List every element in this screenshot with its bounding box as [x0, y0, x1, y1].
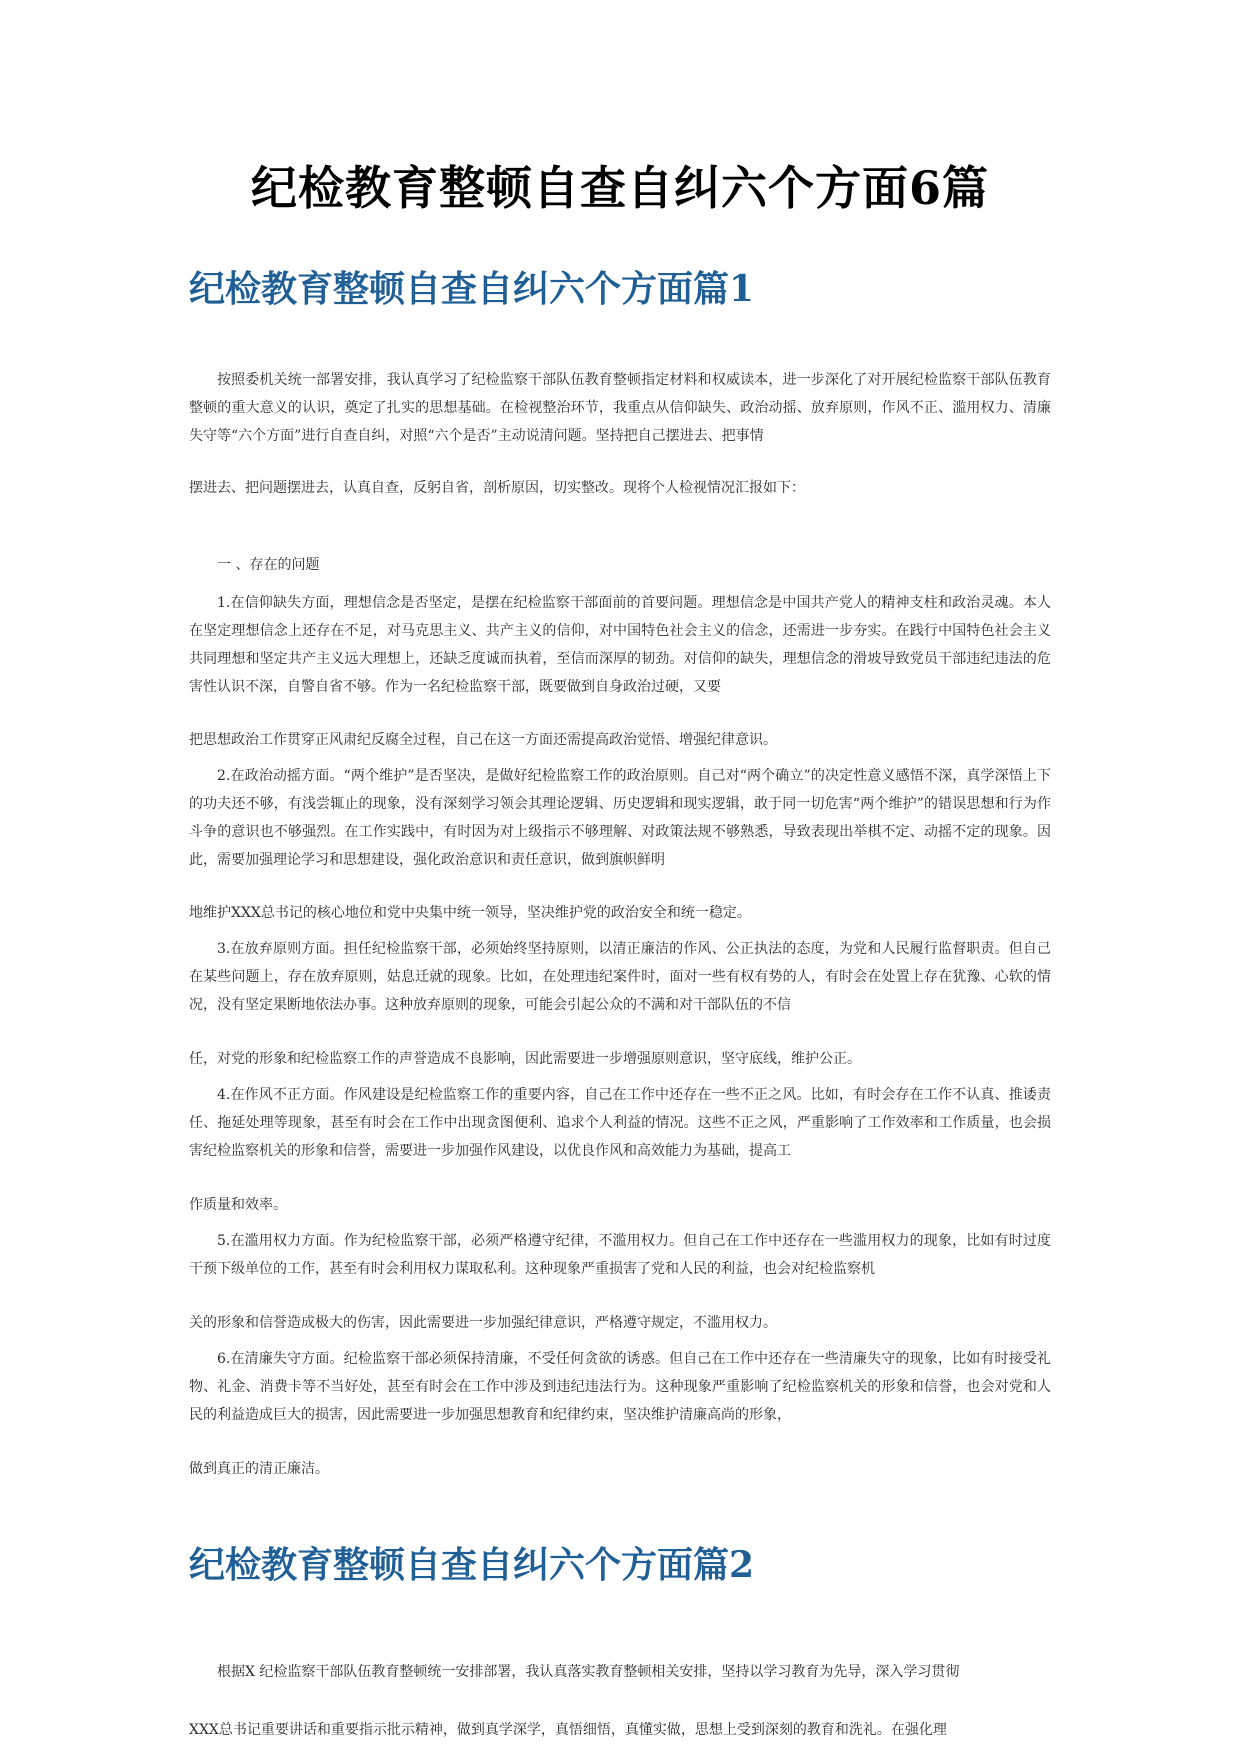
section-1-intro: 按照委机关统一部署安排，我认真学习了纪检监察干部队伍教育整顿指定材料和权威读本，进一步深化了对开展纪检监察干部队伍教育整顿的重大意义的认识，奠定了扎实的思想基础。在检视整治环节，我重点从信仰缺失、政治动摇、放弃原则，作风不正、滥用权力、清廉失守等“六个方面”进行自查自纠，对照“六个是否”主动说清问题。坚持把自己摆进去、把事情 [189, 372, 1051, 444]
paragraph-2-end: 地维护XXX总书记的核心地位和党中央集中统一领导，坚决维护党的政治安全和统一稳定。 [189, 905, 751, 921]
paragraph-2: 2.在政治动摇方面。“两个维护”是否坚决，是做好纪检监察工作的政治原则。自己对“两个确立”的决定性意义感悟不深，真学深悟上下的功夫还不够，有浅尝辄止的现象，没有深刻学习领会其理论逻辑、历史逻辑和现实逻辑，敢于同一切危害“两个维护”的错误思想和行为作斗争的意识也不够强烈。在工作实践中，有时因为对上级指示不够理解、对政策法规不够熟悉，导致表现出举棋不定、动摇不定的现象。因此，需要加强理论学习和思想建设，强化政治意识和责任意识，做到旗帜鲜明 [189, 768, 1051, 868]
section-2-intro: 根据X 纪检监察干部队伍教育整顿统一安排部署，我认真落实教育整顿相关安排，坚持以学习教育为先导，深入学习贯彻 [217, 1664, 960, 1680]
paragraph-5-end: 关的形象和信誉造成极大的伤害，因此需要进一步加强纪律意识，严格遵守规定，不滥用权力。 [189, 1315, 777, 1331]
paragraph-3: 3.在放弃原则方面。担任纪检监察干部，必须始终坚持原则，以清正廉洁的作风、公正执法的态度，为党和人民履行监督职责。但自己在某些问题上，存在放弃原则，姑息迁就的现象。比如，在处理违纪案件时，面对一些有权有势的人，有时会在处置上存在犹豫、心软的情况，没有坚定果断地依法办事。这种放弃原则的现象，可能会引起公众的不满和对干部队伍的不信 [189, 941, 1051, 1013]
paragraph-4: 4.在作风不正方面。作风建设是纪检监察工作的重要内容，自己在工作中还存在一些不正之风。比如，有时会存在工作不认真、推诿责任、拖延处理等现象，甚至有时会在工作中出现贪图便利、追求个人利益的情况。这些不正之风，严重影响了工作效率和工作质量，也会损害纪检监察机关的形象和信誉，需要进一步加强作风建设，以优良作风和高效能力为基础，提高工 [189, 1087, 1051, 1159]
section-2-intro-end: XXX总书记重要讲话和重要指示批示精神，做到真学深学，真悟细悟，真懂实做，思想上受到深刻的教育和洗礼。在强化理 [189, 1722, 947, 1738]
paragraph-6: 6.在清廉失守方面。纪检监察干部必须保持清廉，不受任何贪欲的诱惑。但自己在工作中还存在一些清廉失守的现象，比如有时接受礼物、礼金、消费卡等不当好处，甚至有时会在工作中涉及到违纪违法行为。这种现象严重影响了纪检监察机关的形象和信誉，也会对党和人民的利益造成巨大的损害，因此需要进一步加强思想教育和纪律约束，坚决维护清廉高尚的形象， [189, 1351, 1051, 1423]
document-title: 纪检教育整顿自查自纠六个方面6篇 [250, 161, 989, 215]
paragraph-1-end: 把思想政治工作贯穿正风肃纪反腐全过程，自己在这一方面还需提高政治觉悟、增强纪律意识。 [189, 732, 777, 748]
section-1-intro-end: 摆进去、把问题摆进去，认真自查，反躬自省，剖析原因，切实整改。现将个人检视情况汇报如下： [189, 480, 805, 496]
section-2-heading: 纪检教育整顿自查自纠六个方面篇2 [189, 1544, 755, 1586]
paragraph-1: 1.在信仰缺失方面，理想信念是否坚定，是摆在纪检监察干部面前的首要问题。理想信念是中国共产党人的精神支柱和政治灵魂。本人在坚定理想信念上还存在不足，对马克思主义、共产主义的信仰，对中国特色社会主义的信念，还需进一步夯实。在践行中国特色社会主义共同理想和坚定共产主义远大理想上，还缺乏度诚而执着，至信而深厚的韧劲。对信仰的缺失，理想信念的滑坡导致党员干部违纪违法的危害性认识不深，自警自省不够。作为一名纪检监察干部，既要做到自身政治过硬，又要 [189, 595, 1051, 695]
paragraph-6-end: 做到真正的清正廉洁。 [189, 1461, 329, 1477]
section-1-subheading: 一 、存在的问题 [217, 557, 320, 573]
section-1-heading: 纪检教育整顿自查自纠六个方面篇1 [189, 268, 755, 310]
paragraph-3-end: 任，对党的形象和纪检监察工作的声誉造成不良影响，因此需要进一步增强原则意识，坚守底线，维护公正。 [189, 1051, 861, 1067]
paragraph-4-end: 作质量和效率。 [189, 1197, 287, 1213]
paragraph-5: 5.在滥用权力方面。作为纪检监察干部，必须严格遵守纪律，不滥用权力。但自己在工作中还存在一些滥用权力的现象，比如有时过度干预下级单位的工作，甚至有时会利用权力谋取私利。这种现象严重损害了党和人民的利益，也会对纪检监察机 [189, 1233, 1051, 1277]
